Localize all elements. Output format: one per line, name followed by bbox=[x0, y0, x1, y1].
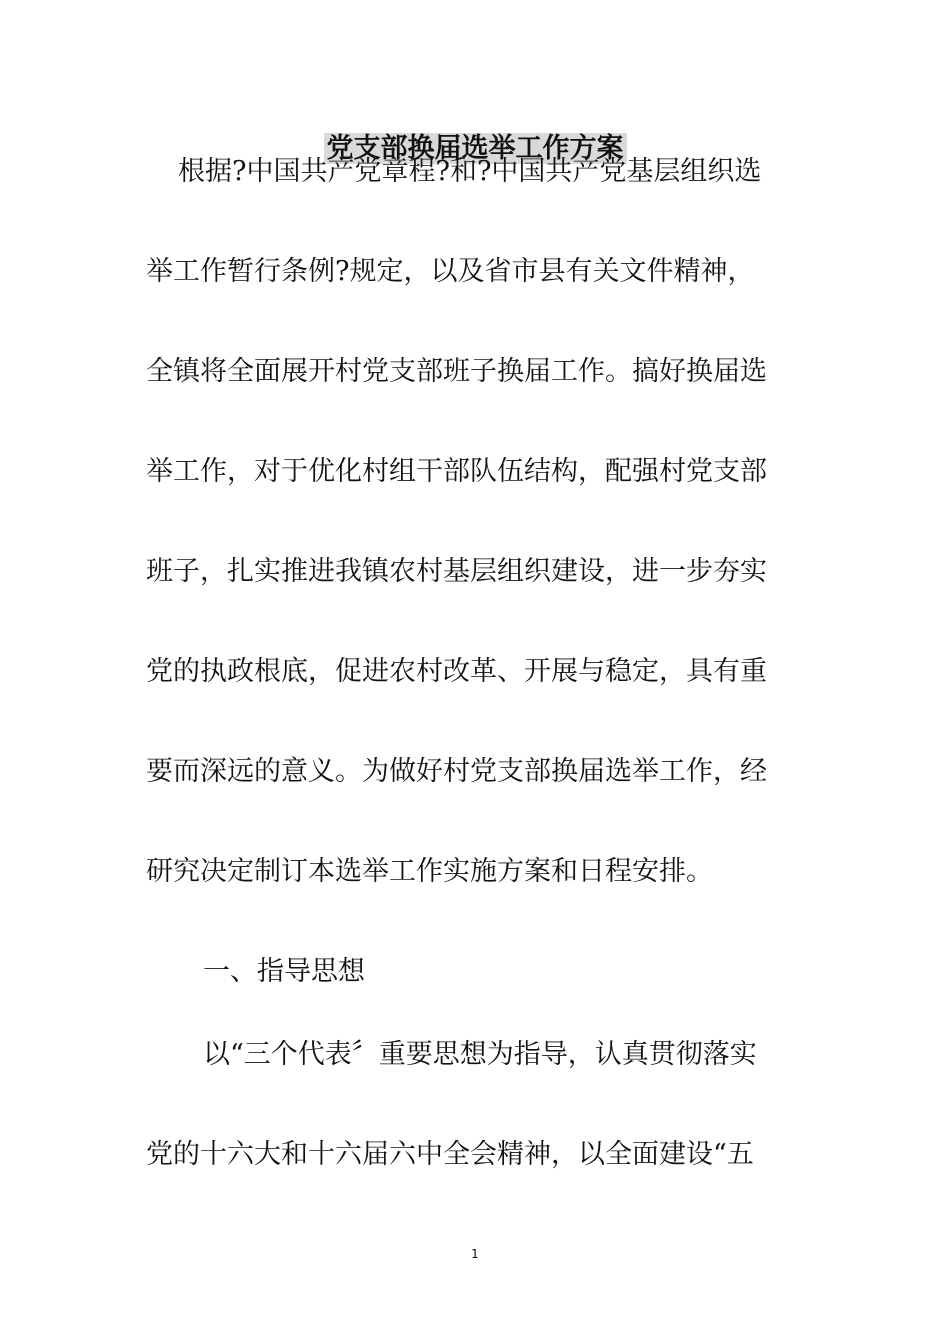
paragraph-line: 举工作暂行条例?规定，以及省市县有关文件精神， bbox=[146, 256, 755, 287]
paragraph-line: 党的十六大和十六届六中全会精神，以全面建设“五 bbox=[146, 1139, 754, 1170]
paragraph-line: 全镇将全面展开村党支部班子换届工作。搞好换届选 bbox=[146, 356, 767, 387]
paragraph-line: 举工作，对于优化村组干部队伍结构，配强村党支部 bbox=[146, 456, 767, 487]
section-heading: 一、指导思想 bbox=[203, 956, 365, 987]
paragraph-line: 研究决定制订本选举工作实施方案和日程安排。 bbox=[146, 856, 713, 887]
page-number: 1 bbox=[471, 1247, 479, 1261]
paragraph-line: 班子，扎实推进我镇农村基层组织建设，进一步夯实 bbox=[146, 556, 767, 587]
paragraph-line: 根据?中国共产党章程?和?中国共产党基层组织选 bbox=[178, 156, 762, 187]
paragraph-line: 以“三个代表〞重要思想为指导，认真贯彻落实 bbox=[203, 1039, 757, 1070]
document-title-text: 党支部换届选举工作方案 bbox=[324, 133, 627, 164]
paragraph-line: 要而深远的意义。为做好村党支部换届选举工作，经 bbox=[146, 756, 767, 787]
paragraph-line: 党的执政根底，促进农村改革、开展与稳定，具有重 bbox=[146, 656, 767, 687]
